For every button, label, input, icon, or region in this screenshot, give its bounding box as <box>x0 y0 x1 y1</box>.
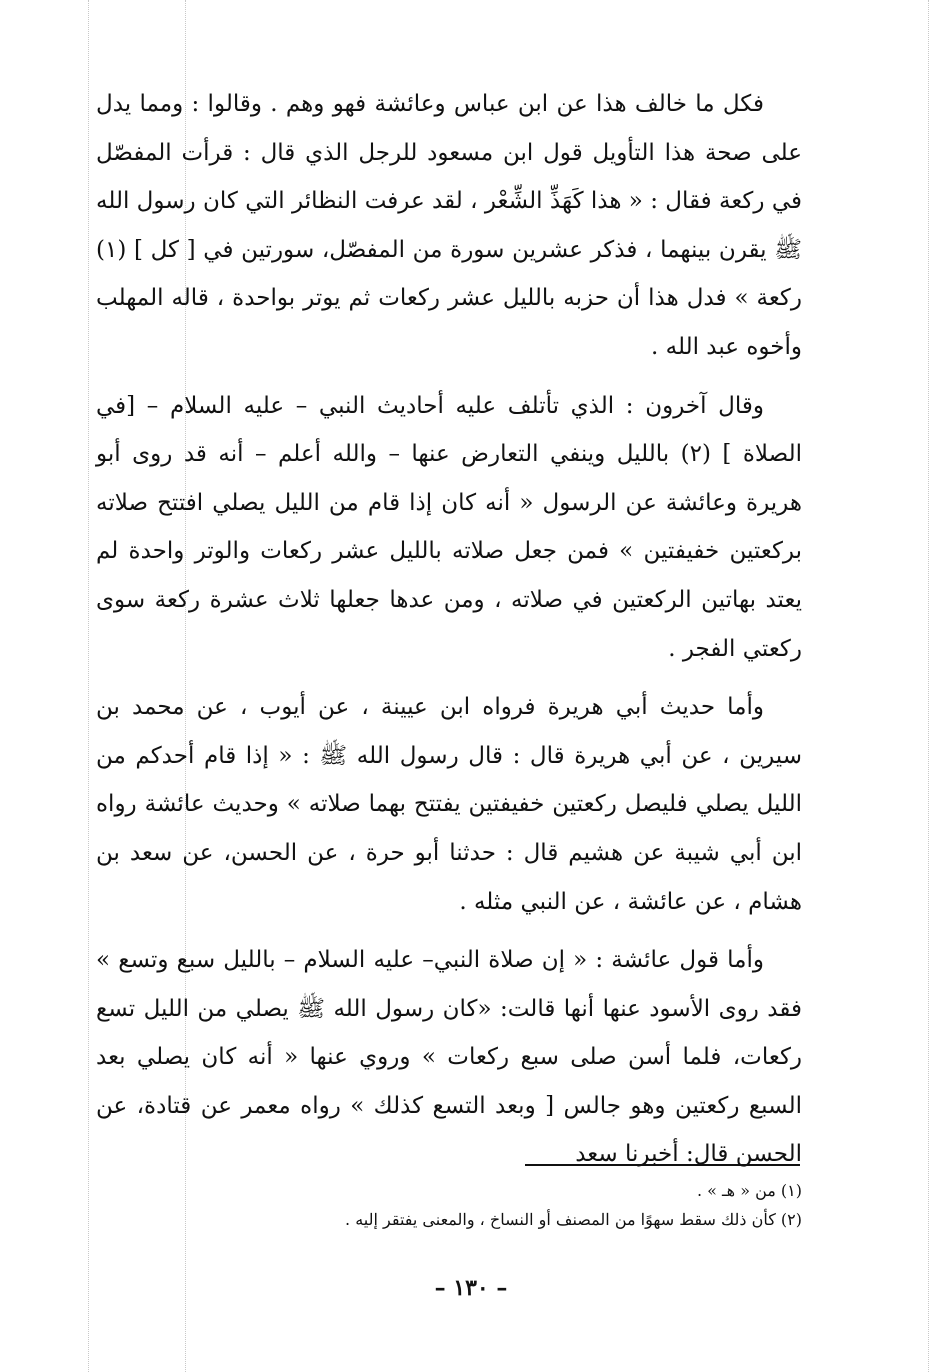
paragraph: وأما قول عائشة : « إن صلاة النبي– عليه السلام – بالليل سبع وتسع » فقد روى الأسود عنها أنها قالت: «كان رسول الله ﷺ يصلي من الليل تسع ركعات، فلما أسن صلى سبع ركعات » وروي عنها « أنه كان يصلي بعد السبع ركعتين وهو جالس [ وبعد التسع كذلك » رواه معمر عن قتادة، عن الحسن قال: أخبرنا سعد <box>96 947 802 1168</box>
scan-margin-line <box>88 0 89 1372</box>
scan-margin-line <box>928 0 929 1372</box>
footnotes <box>96 1176 802 1234</box>
footnote: (٢) كأن ذلك سقط سهوًا من المصنف أو النساخ ، والمعنى يفتقر إليه . <box>345 1210 802 1229</box>
footnote: (١) من « هـ » . <box>696 1181 802 1200</box>
page-number: – ١٣٠ – <box>434 1275 508 1301</box>
paragraph: فكل ما خالف هذا عن ابن عباس وعائشة فهو وهم . وقالوا : ومما يدل على صحة هذا التأويل قول ابن مسعود للرجل الذي قال : قرأت المفصّل في ركعة فقال : « هذا كَهَذِّ الشِّعْر ، لقد عرفت النظائر التي كان رسول الله ﷺ يقرن بينهما ، فذكر عشرين سورة من المفصّل، سورتين في [ كل ] (١) ركعة » فدل هذا أن حزبه بالليل عشر ركعات ثم يوتر بواحدة ، قاله المهلب وأخوه عبد الله . <box>96 91 802 360</box>
paragraph: وأما حديث أبي هريرة فرواه ابن عيينة ، عن أيوب ، عن محمد بن سيرين ، عن أبي هريرة قال : قال رسول الله ﷺ : « إذا قام أحدكم من الليل يصلي فليصل ركعتين خفيفتين يفتتح بهما صلاته » وحديث عائشة رواه ابن أبي شيبة عن هشيم قال : حدثنا أبو حرة ، عن الحسن، عن سعد بن هشام ، عن عائشة ، عن النبي مثله . <box>96 694 802 915</box>
footnote-divider <box>525 1164 800 1166</box>
main-text <box>96 80 802 1189</box>
paragraph: وقال آخرون : الذي تأتلف عليه أحاديث النبي – عليه السلام – [في الصلاة ] (٢) بالليل وينفي التعارض عنها – والله أعلم – أنه قد روى أبو هريرة وعائشة عن الرسول « أنه كان إذا قام من الليل يصلي افتتح صلاته بركعتين خفيفتين » فمن جعل صلاته بالليل عشر ركعات والوتر واحدة لم يعتد بهاتين الركعتين في صلاته ، ومن عدها جعلها ثلاث عشرة ركعة سوى ركعتي الفجر . <box>96 392 802 662</box>
